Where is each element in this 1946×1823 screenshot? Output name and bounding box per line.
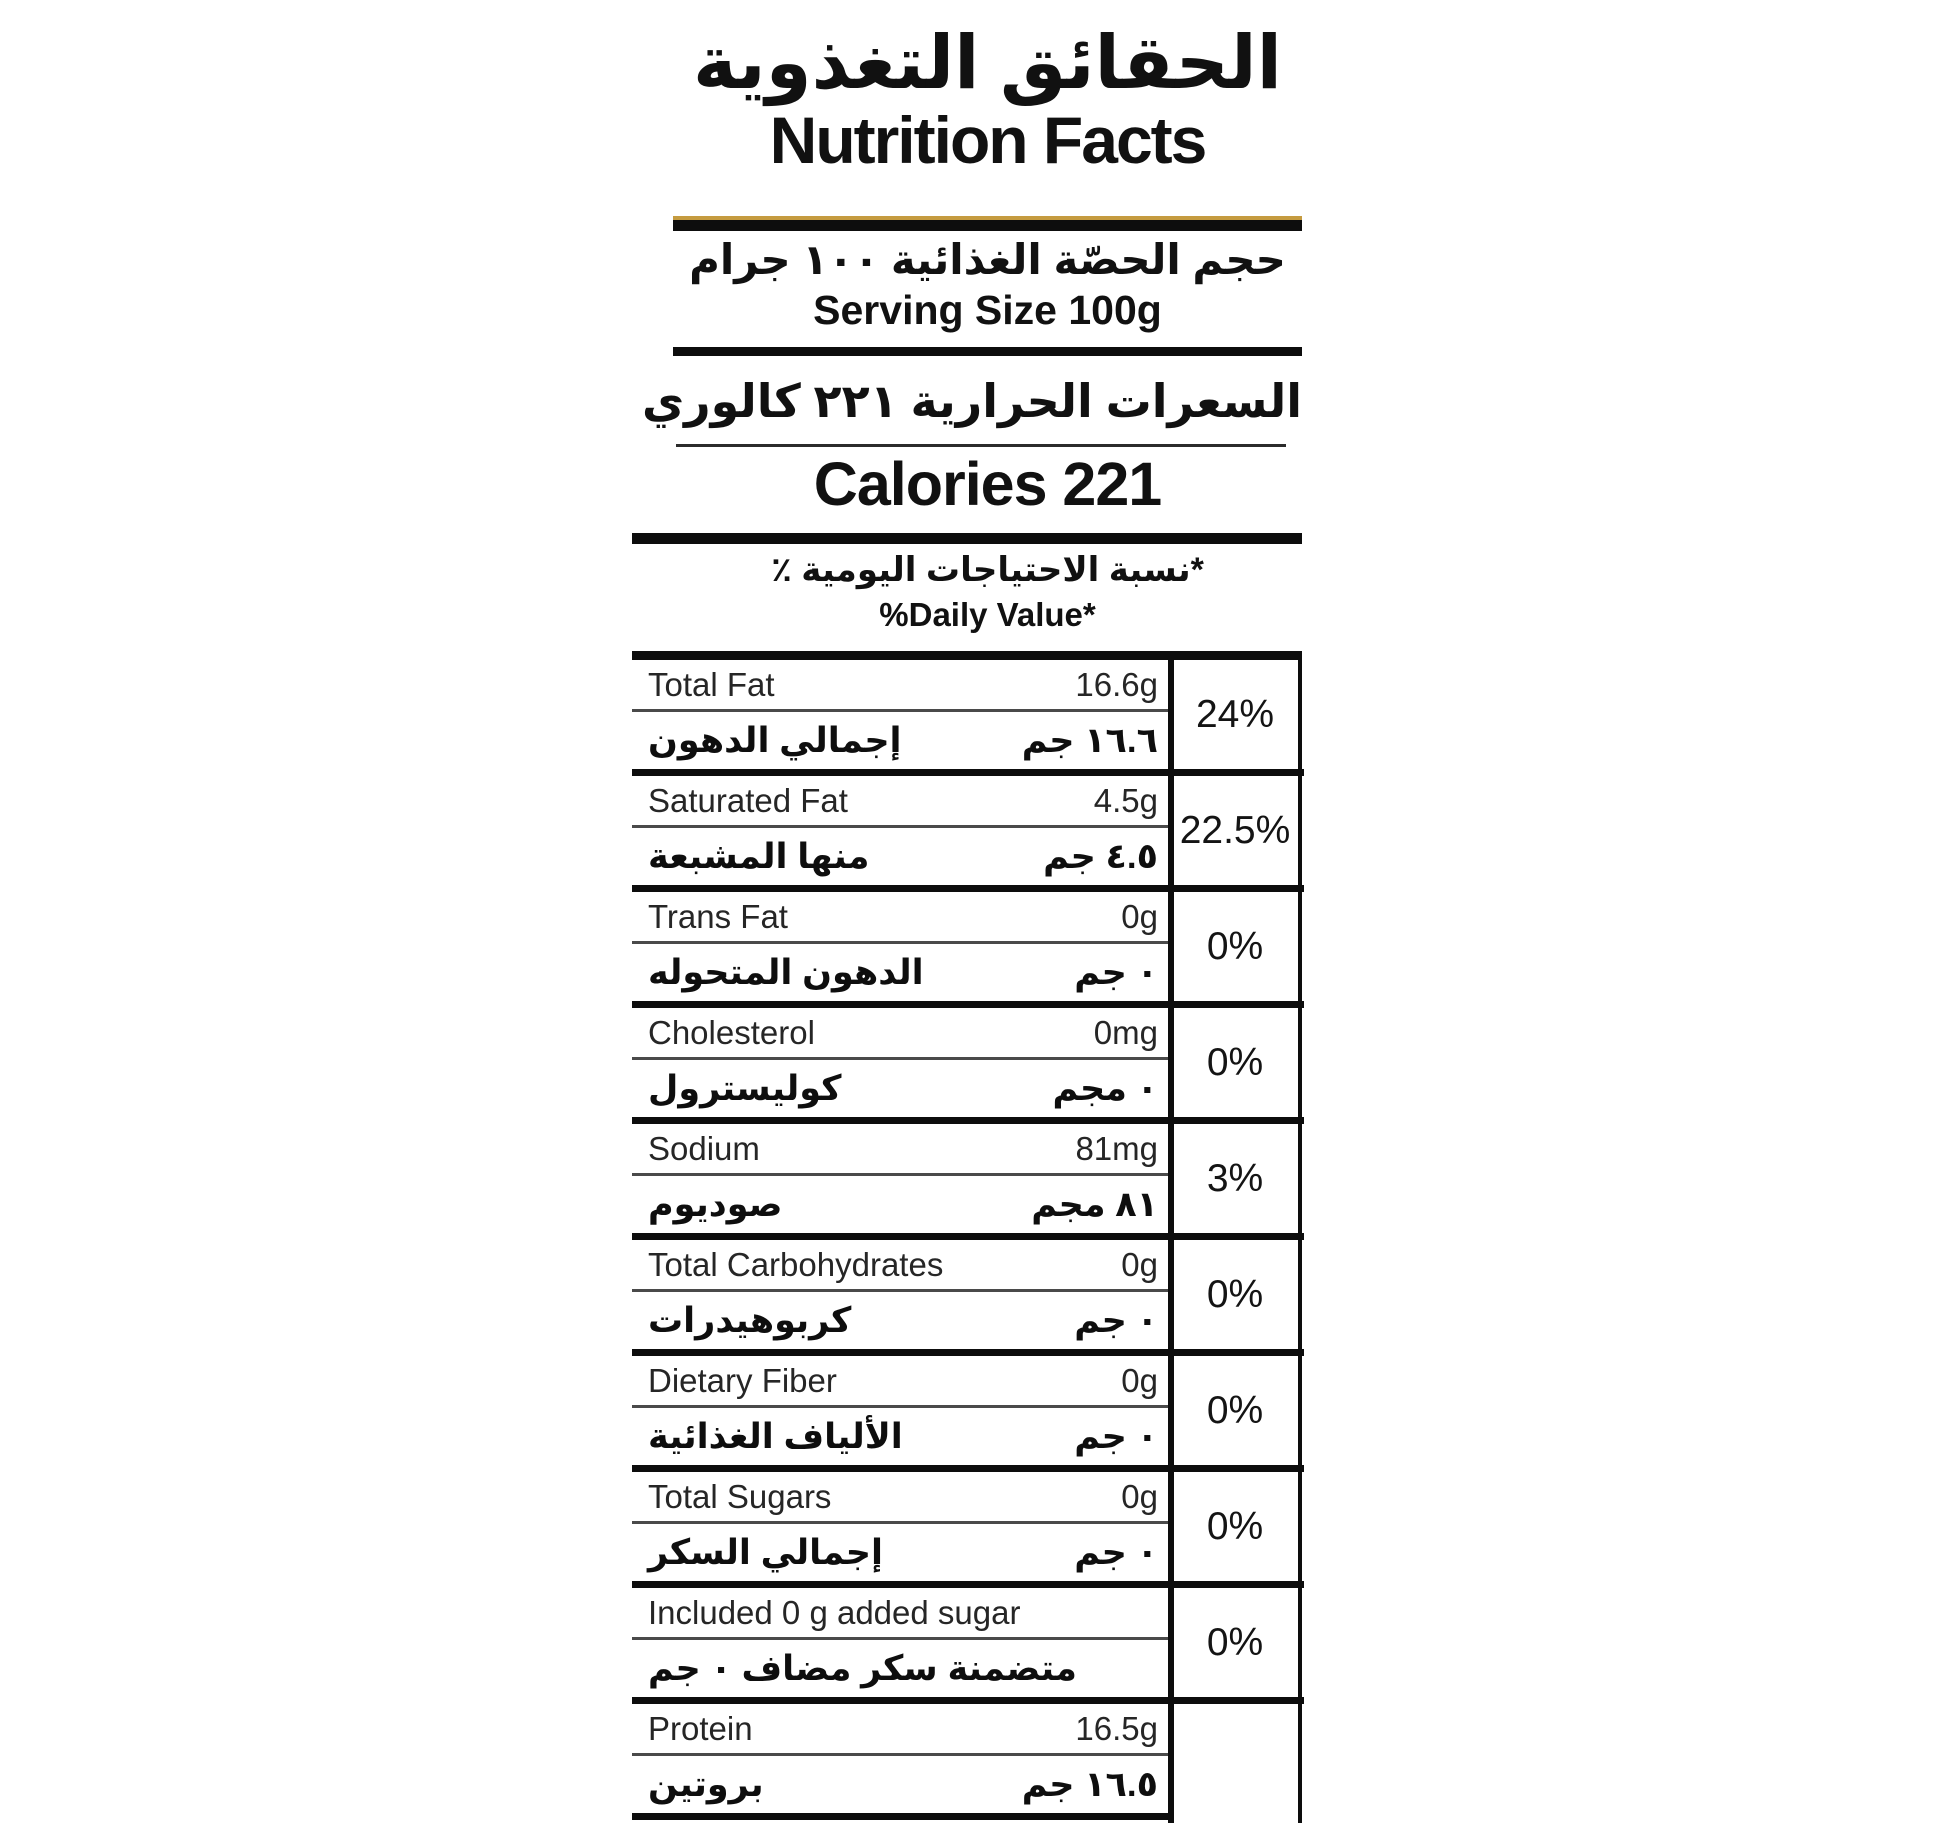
nutrient-name-ar: الألياف الغذائية xyxy=(648,1416,903,1456)
calories-english: Calories 221 xyxy=(813,450,1162,518)
nutrient-amount-ar: ١٦.٦ جم xyxy=(1021,720,1158,760)
nutrient-group-cholesterol xyxy=(632,1008,1304,1124)
daily-value-percent: 0% xyxy=(1206,1388,1264,1432)
nutrient-cells xyxy=(632,1240,1168,1349)
nutrient-group-sodium xyxy=(632,1124,1304,1240)
separator-gold-black xyxy=(673,216,1302,231)
nutrient-amount-en: 0g xyxy=(1121,897,1158,935)
nutrient-cells xyxy=(632,1008,1168,1117)
daily-value-percent: 0% xyxy=(1206,1040,1264,1084)
daily-value-header-arabic: *نسبة الاحتياجات اليومية ٪ xyxy=(771,551,1204,589)
nutrient-row-english xyxy=(632,776,1168,828)
nutrient-group-included-0-g-added-sugar xyxy=(632,1588,1304,1704)
calories-arabic: السعرات الحرارية ٢٢١ كالوري xyxy=(641,375,1302,427)
nutrient-cells xyxy=(632,1356,1168,1465)
nutrient-cells xyxy=(632,1124,1168,1233)
nutrient-amount-ar: ٠ جم xyxy=(1074,1416,1158,1456)
nutrient-name-ar: متضمنة سكر مضاف ٠ جم xyxy=(648,1648,1077,1688)
nutrient-amount-ar: ٤.٥ جم xyxy=(1043,836,1158,876)
nutrient-name-en: Saturated Fat xyxy=(648,781,848,819)
nutrient-amount-en: 16.5g xyxy=(1075,1709,1158,1747)
daily-value-percent: 0% xyxy=(1206,1504,1264,1548)
nutrient-row-arabic xyxy=(632,712,1168,769)
nutrient-group-dietary-fiber xyxy=(632,1356,1304,1472)
nutrient-cells xyxy=(632,892,1168,1001)
daily-value-percent: 3% xyxy=(1206,1156,1264,1200)
nutrient-amount-en: 81mg xyxy=(1075,1129,1158,1167)
nutrient-name-en: Included 0 g added sugar xyxy=(648,1593,1021,1631)
serving-size-english: Serving Size 100g xyxy=(813,287,1162,333)
nutrient-name-en: Cholesterol xyxy=(648,1013,815,1051)
nutrient-row-english xyxy=(632,892,1168,944)
nutrient-amount-en: 0g xyxy=(1121,1477,1158,1515)
label-right-border xyxy=(1298,660,1302,1823)
nutrient-row-arabic xyxy=(632,828,1168,885)
nutrient-name-ar: كربوهيدرات xyxy=(648,1300,852,1340)
daily-value-percent: 0% xyxy=(1206,924,1264,968)
nutrient-name-ar: الدهون المتحوله xyxy=(648,952,924,992)
nutrient-row-english xyxy=(632,1588,1168,1640)
nutrient-cells xyxy=(632,776,1168,885)
nutrient-name-en: Total Carbohydrates xyxy=(648,1245,944,1283)
nutrient-row-arabic xyxy=(632,1756,1168,1813)
nutrient-row-english xyxy=(632,1704,1168,1756)
nutrient-cells xyxy=(632,1704,1168,1820)
nutrient-amount-en: 4.5g xyxy=(1093,781,1158,819)
nutrient-amount-ar: ١٦.٥ جم xyxy=(1021,1764,1158,1804)
nutrient-row-english xyxy=(632,1124,1168,1176)
separator-daily-value xyxy=(632,651,1302,660)
daily-value-percent: 0% xyxy=(1206,1272,1264,1316)
daily-value-percent: 22.5% xyxy=(1179,808,1291,852)
nutrient-row-arabic xyxy=(632,1408,1168,1465)
nutrient-row-english xyxy=(632,1008,1168,1060)
nutrient-table xyxy=(632,660,1304,1823)
daily-value-percent: 24% xyxy=(1195,692,1275,736)
nutrient-row-english xyxy=(632,660,1168,712)
nutrient-group-trans-fat xyxy=(632,892,1304,1008)
separator-calories xyxy=(632,533,1302,544)
nutrient-name-en: Sodium xyxy=(648,1129,760,1167)
nutrient-amount-en: 0mg xyxy=(1093,1013,1158,1051)
nutrient-row-arabic xyxy=(632,1524,1168,1581)
daily-value-percent xyxy=(1174,1704,1296,1813)
nutrient-name-en: Dietary Fiber xyxy=(648,1361,837,1399)
nutrition-facts-label xyxy=(632,0,1304,1823)
nutrient-groups xyxy=(632,660,1304,1820)
nutrient-row-arabic xyxy=(632,1060,1168,1117)
nutrient-name-en: Protein xyxy=(648,1709,753,1747)
nutrient-amount-en: 16.6g xyxy=(1075,665,1158,703)
nutrient-group-total-carbohydrates xyxy=(632,1240,1304,1356)
nutrient-name-ar: إجمالي السكر xyxy=(648,1532,883,1572)
nutrient-group-total-sugars xyxy=(632,1472,1304,1588)
nutrient-amount-ar: ٠ جم xyxy=(1074,1532,1158,1572)
nutrient-row-english xyxy=(632,1240,1168,1292)
nutrient-name-en: Total Fat xyxy=(648,665,775,703)
nutrient-row-arabic xyxy=(632,944,1168,1001)
nutrient-amount-ar: ٨١ مجم xyxy=(1031,1184,1158,1224)
nutrient-cells xyxy=(632,1472,1168,1581)
nutrient-name-ar: كوليسترول xyxy=(648,1068,842,1108)
nutrient-name-en: Trans Fat xyxy=(648,897,788,935)
nutrient-group-protein xyxy=(632,1704,1304,1820)
nutrient-amount-en: 0g xyxy=(1121,1361,1158,1399)
title-english: Nutrition Facts xyxy=(769,103,1206,177)
nutrient-amount-en: 0g xyxy=(1121,1245,1158,1283)
nutrient-cells xyxy=(632,1588,1168,1697)
percent-column-divider xyxy=(1168,660,1174,1823)
serving-size-arabic: حجم الحصّة الغذائية ١٠٠ جرام xyxy=(689,236,1286,283)
nutrient-group-total-fat xyxy=(632,660,1304,776)
separator-serving xyxy=(673,347,1302,356)
nutrient-row-arabic xyxy=(632,1292,1168,1349)
nutrient-row-english xyxy=(632,1472,1168,1524)
nutrient-amount-ar: ٠ جم xyxy=(1074,1300,1158,1340)
daily-value-percent: 0% xyxy=(1206,1620,1264,1664)
nutrient-amount-ar: ٠ جم xyxy=(1074,952,1158,992)
nutrient-name-ar: إجمالي الدهون xyxy=(648,720,902,760)
nutrient-row-arabic xyxy=(632,1176,1168,1233)
nutrient-amount-ar: ٠ مجم xyxy=(1052,1068,1158,1108)
nutrient-cells xyxy=(632,660,1168,769)
nutrient-name-ar: بروتين xyxy=(648,1764,764,1804)
nutrient-name-ar: منها المشبعة xyxy=(648,836,870,876)
nutrient-group-saturated-fat xyxy=(632,776,1304,892)
nutrient-row-english xyxy=(632,1356,1168,1408)
nutrient-name-en: Total Sugars xyxy=(648,1477,832,1515)
nutrient-row-arabic xyxy=(632,1640,1168,1697)
daily-value-header-english: %Daily Value* xyxy=(879,596,1096,633)
nutrient-name-ar: صوديوم xyxy=(648,1184,783,1224)
calories-underline xyxy=(676,444,1286,447)
title-arabic: الحقائق التغذوية xyxy=(692,21,1283,104)
